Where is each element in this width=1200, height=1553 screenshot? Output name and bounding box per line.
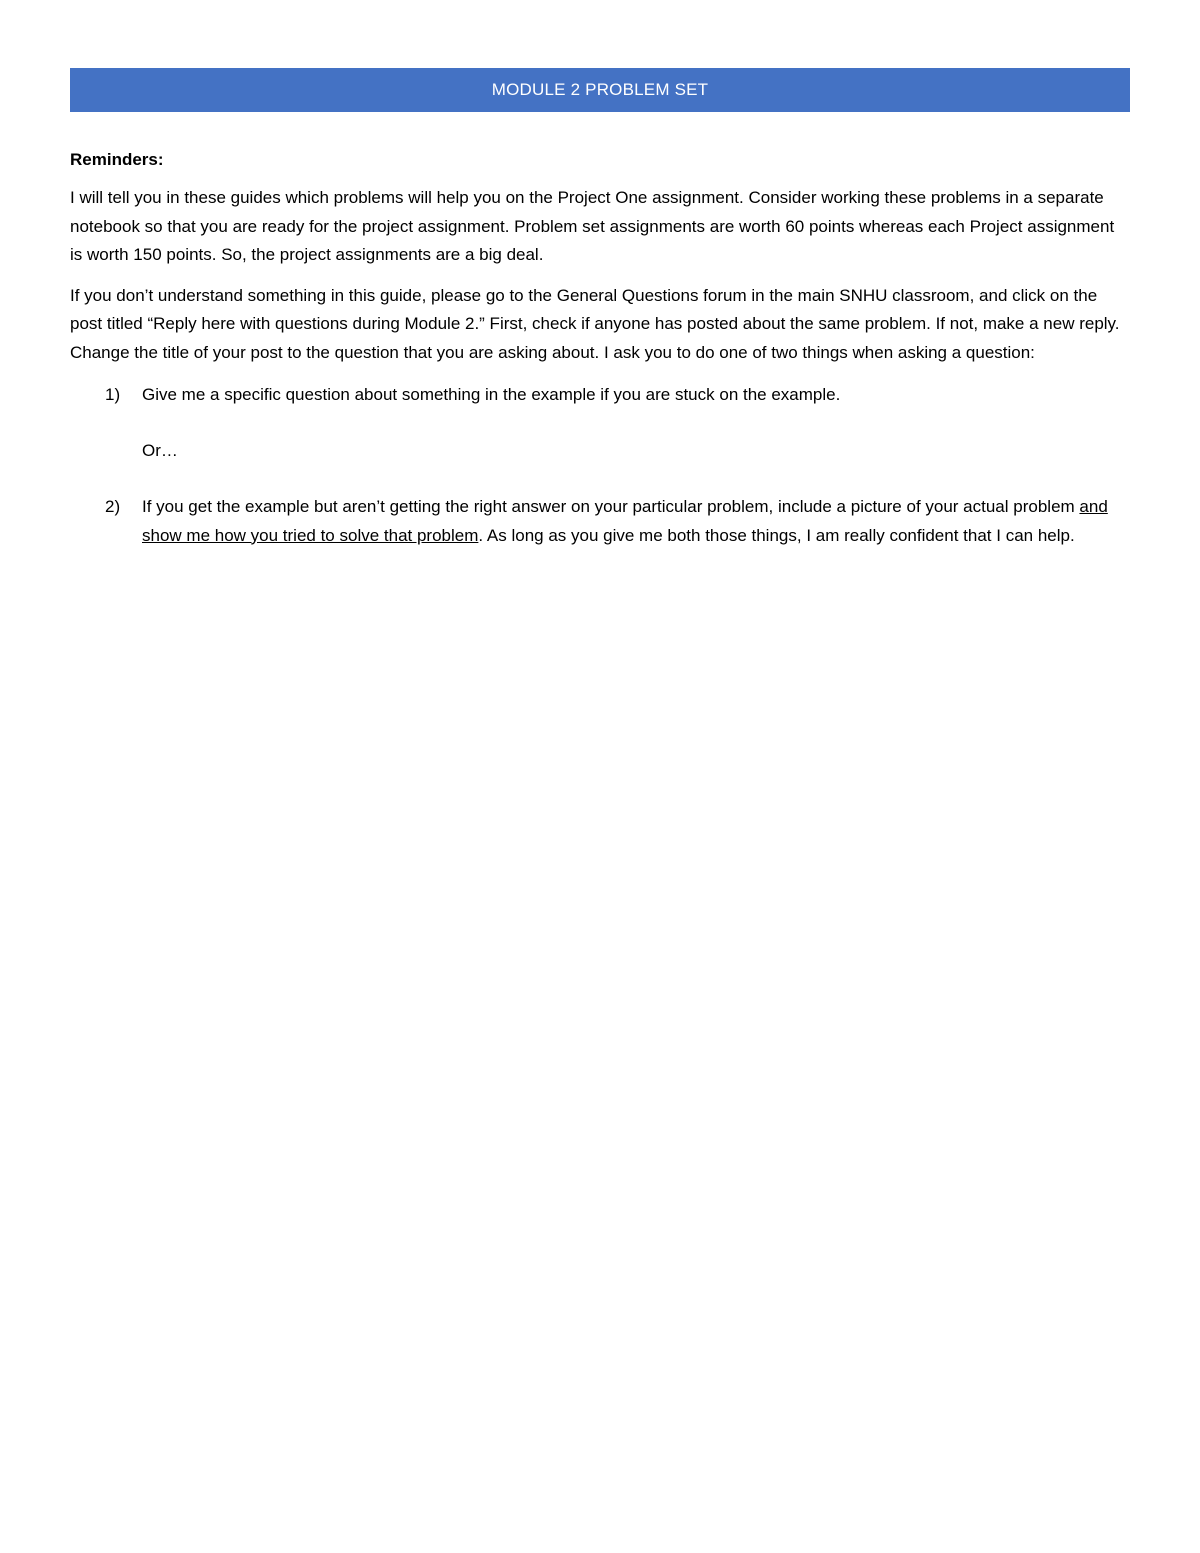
list-number: 2) [105,496,121,516]
question-options-list-2 [70,492,1130,550]
intro-paragraph: I will tell you in these guides which problems will help you on the Project One assignment. Consider working these problems in a separate notebook so that you are ready for the project assignment. Problem set assignments are worth 60 points whereas each Project assignment is worth 150 points. So, the project assignments are a big deal. [70,188,1115,265]
list-number: 1) [105,384,121,404]
page-title: MODULE 2 PROBLEM SET [491,80,709,99]
list-item-text-before: If you get the example but aren’t getting the right answer on your particular problem, include a picture of your actual problem [142,496,1080,516]
title-bar [70,68,1130,112]
list-item [70,492,1130,550]
or-separator: Or… [142,440,178,460]
list-item [70,380,1130,409]
questions-paragraph: If you don’t understand something in this guide, please go to the General Questions forum in the main SNHU classroom, and click on the post titled “Reply here with questions during Module 2.” First, check if anyone has posted about the same problem. If not, make a new reply. Change the title of your post to the question that you are asking about. I ask you to do one of two things when asking a question: [70,285,1120,362]
list-item-underlined-text: and show me how you tried to solve that problem [142,496,1108,545]
list-item-text: Give me a specific question about something in the example if you are stuck on the example. [142,384,841,404]
reminders-heading: Reminders: [70,150,164,169]
question-options-list [70,380,1130,409]
list-item-text-after: . As long as you give me both those things, I am really confident that I can help. [478,525,1075,545]
document-page [70,68,1130,550]
